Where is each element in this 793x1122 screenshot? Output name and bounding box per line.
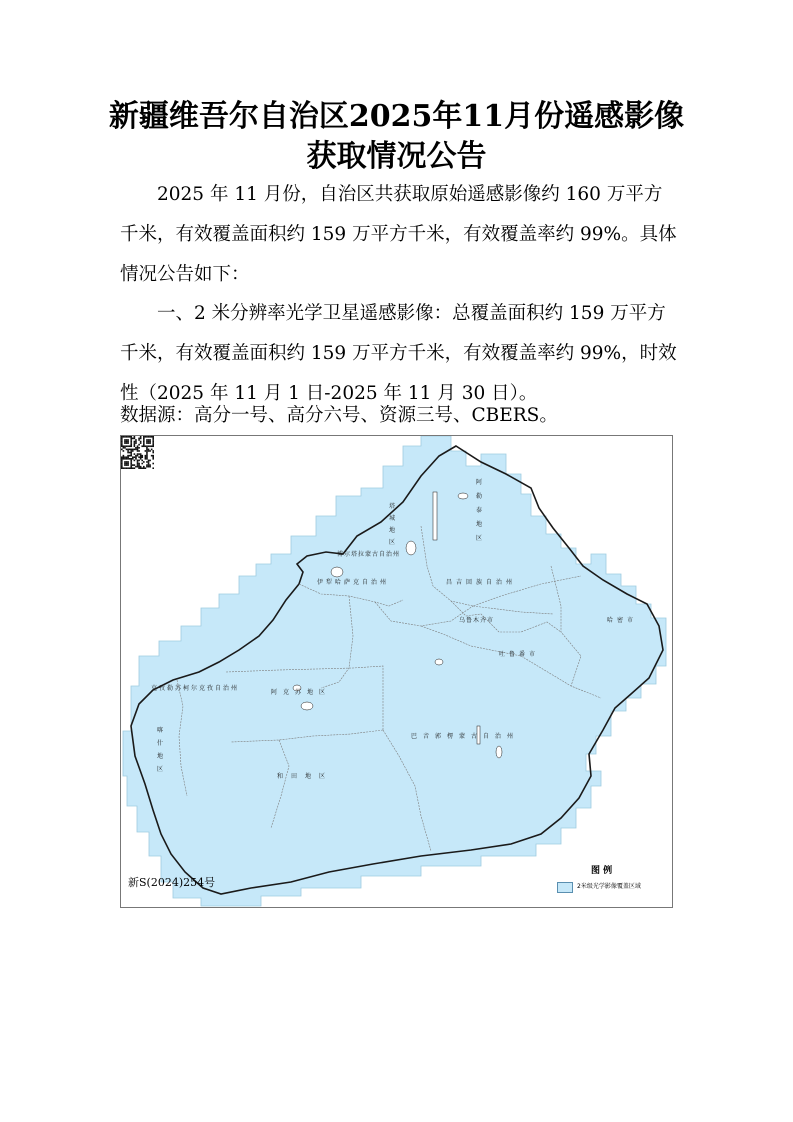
coverage-map — [120, 435, 673, 908]
legend-swatch — [557, 882, 573, 893]
legend-label: 2米级光学影像覆盖区域 — [577, 883, 641, 890]
region-label: 吐 鲁 番 市 — [499, 651, 536, 658]
document-title-line-2: 获取情况公告 — [306, 139, 487, 174]
region-label: 和 田 地 区 — [277, 773, 326, 780]
region-label: 伊 犁 哈 萨 克 自 治 州 — [317, 579, 387, 586]
region-label: 巴 音 郭 楞 蒙 古 自 治 州 — [411, 733, 514, 740]
coverage-map-svg — [121, 436, 673, 908]
region-label: 博尔塔拉蒙古自治州 — [337, 551, 400, 558]
region-label: 阿 克 苏 地 区 — [271, 689, 326, 696]
region-label: 哈 密 市 — [607, 617, 634, 624]
region-label: 塔城地区 — [389, 503, 396, 546]
data-source-paragraph: 数据源：高分一号、高分六号、资源三号、CBERS。 — [120, 405, 558, 426]
optical-imagery-paragraph: 一、2 米分辨率光学卫星遥感影像：总覆盖面积约 159 万平方千米，有效覆盖面积约 159 万平方千米，有效覆盖率约 99%，时效性（2025 年 11 月 1 日-2025 年 11 月 30 日）。 — [120, 303, 677, 404]
summary-paragraph: 2025 年 11 月份，自治区共获取原始遥感影像约 160 万平方千米，有效覆盖面积约 159 万平方千米，有效覆盖率约 99%。具体情况公告如下： — [120, 184, 677, 285]
document-title-line-1: 新疆维吾尔自治区2025年11月份遥感影像 — [108, 99, 685, 134]
qr-code — [121, 436, 154, 469]
legend-title: 图 例 — [591, 866, 613, 876]
region-label: 乌鲁木齐市 — [459, 617, 494, 624]
region-label: 喀什地区 — [157, 727, 164, 773]
region-label: 克 孜 勒 苏 柯 尔 克 孜 自 治 州 — [151, 685, 238, 692]
region-label: 阿勒泰地区 — [476, 479, 483, 542]
region-label: 昌 吉 回 族 自 治 州 — [446, 579, 513, 586]
map-approval-code: 新S(2024)254号 — [128, 876, 216, 889]
